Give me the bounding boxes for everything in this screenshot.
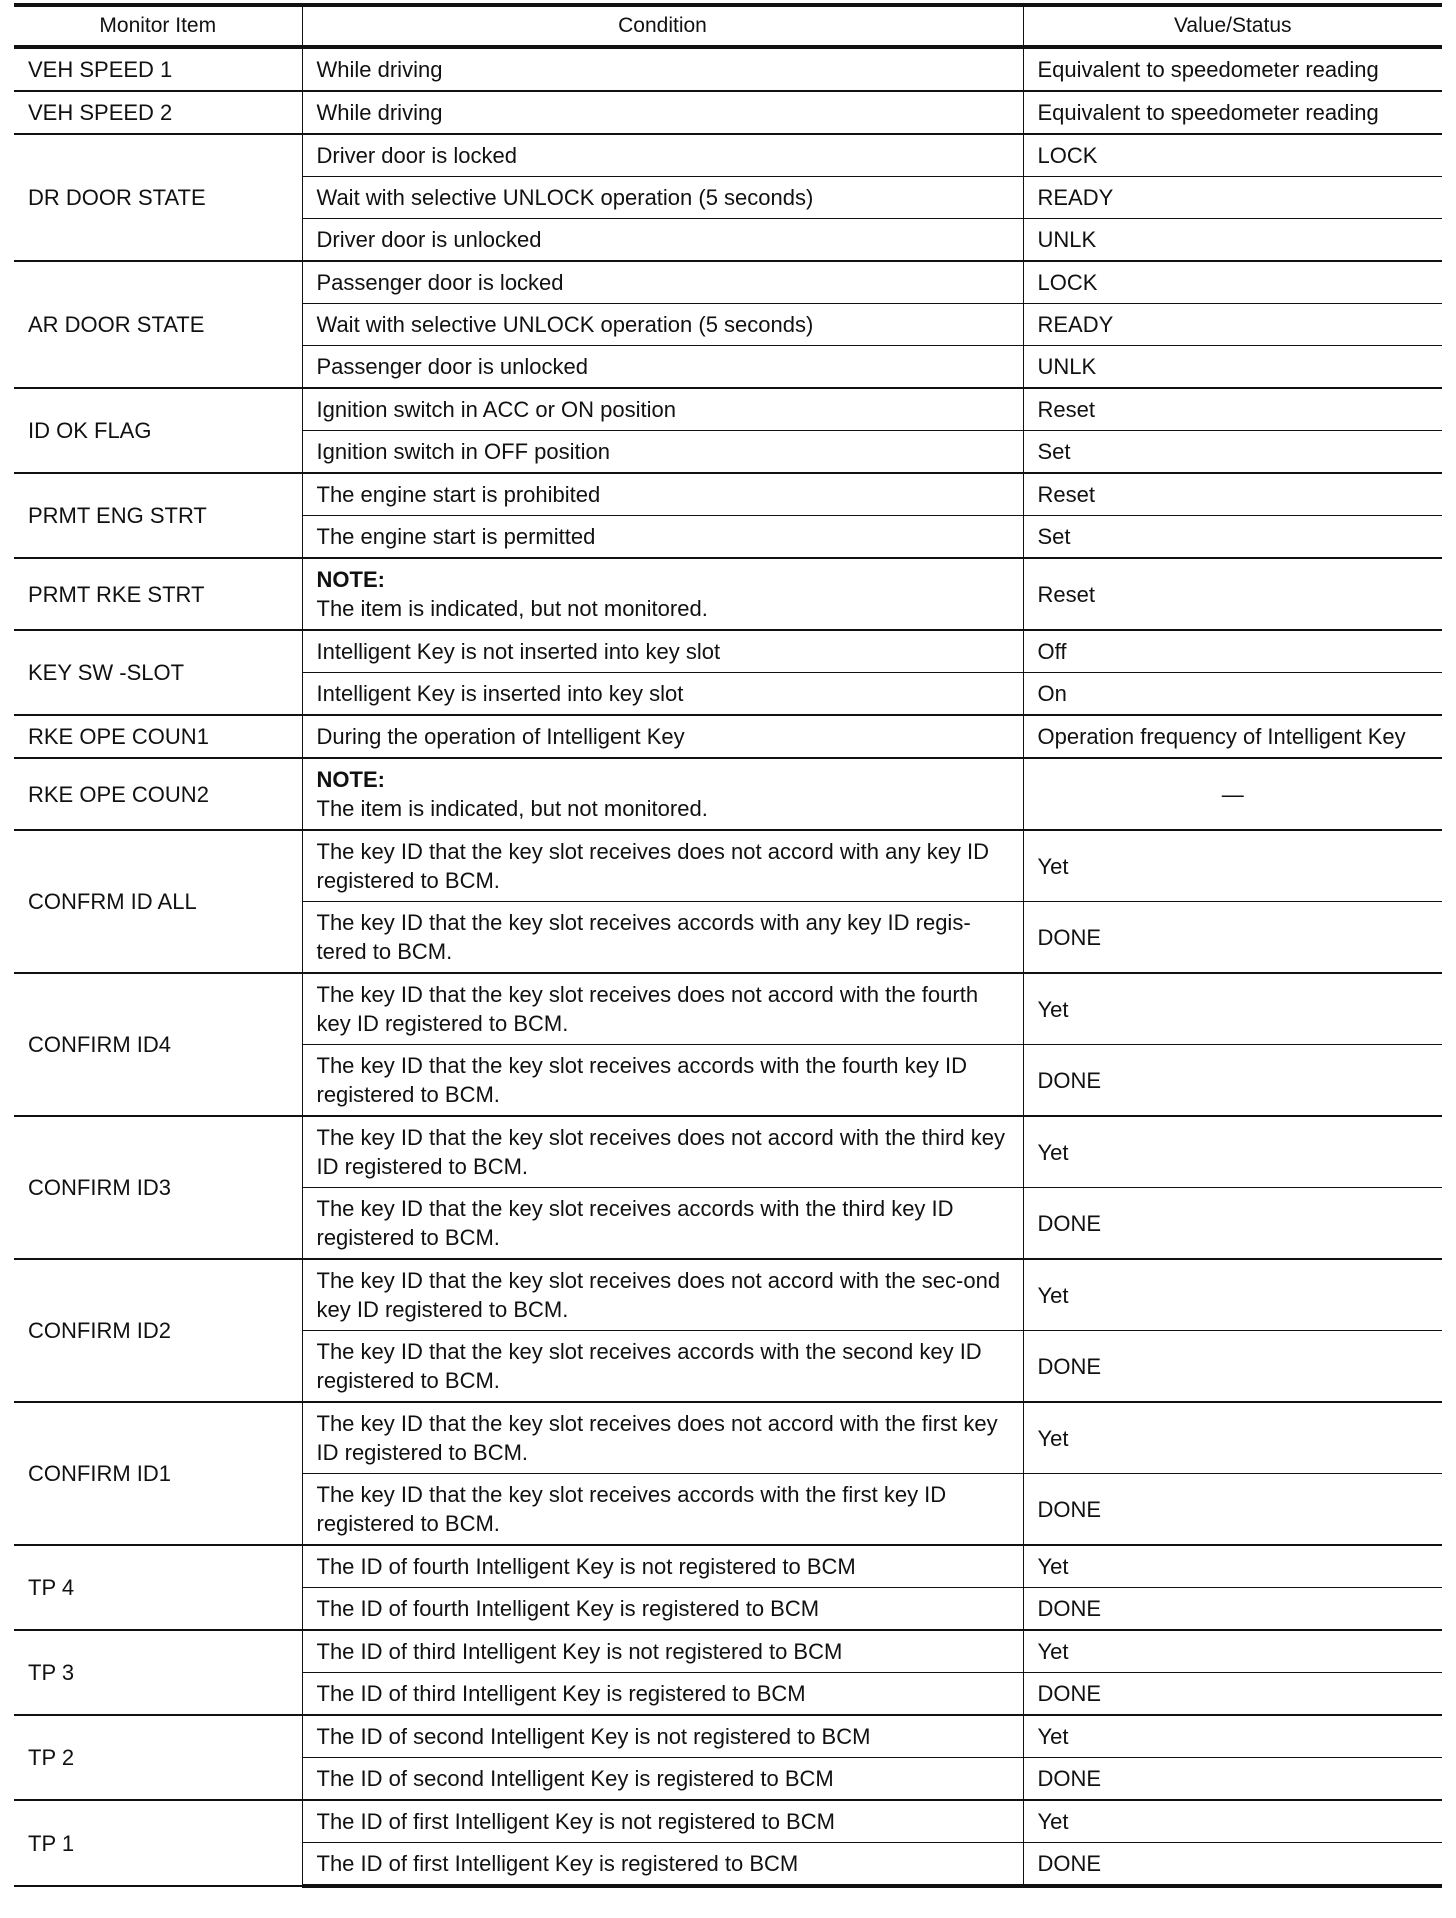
value-status-cell: DONE: [1023, 1843, 1442, 1887]
value-status-cell: DONE: [1023, 1331, 1442, 1403]
value-status-cell: Yet: [1023, 973, 1442, 1045]
monitor-item-cell: RKE OPE COUN2: [14, 758, 302, 830]
condition-cell: The key ID that the key slot receives accords with the fourth key ID registered to BCM.: [302, 1045, 1023, 1117]
value-status-cell: Reset: [1023, 388, 1442, 431]
condition-cell: Wait with selective UNLOCK operation (5 seconds): [302, 177, 1023, 219]
value-status-cell: DONE: [1023, 1474, 1442, 1546]
value-status-cell: Yet: [1023, 830, 1442, 902]
monitor-item-cell: VEH SPEED 1: [14, 47, 302, 91]
monitor-item-cell: TP 2: [14, 1715, 302, 1800]
condition-cell: The key ID that the key slot receives accords with the first key ID registered to BCM.: [302, 1474, 1023, 1546]
table-row: [14, 1402, 1442, 1474]
table-row: [14, 715, 1442, 758]
condition-cell: [302, 558, 1023, 630]
condition-cell: The ID of first Intelligent Key is registered to BCM: [302, 1843, 1023, 1887]
table-row: [14, 1259, 1442, 1331]
table-row: [14, 47, 1442, 91]
condition-cell: The ID of fourth Intelligent Key is registered to BCM: [302, 1588, 1023, 1631]
value-status-cell: LOCK: [1023, 261, 1442, 304]
value-status-cell: DONE: [1023, 1673, 1442, 1716]
condition-cell: The engine start is prohibited: [302, 473, 1023, 516]
monitor-item-cell: TP 4: [14, 1545, 302, 1630]
monitor-item-cell: AR DOOR STATE: [14, 261, 302, 388]
monitor-item-cell: TP 3: [14, 1630, 302, 1715]
table-row: [14, 134, 1442, 177]
value-status-cell: Reset: [1023, 558, 1442, 630]
value-status-cell: Yet: [1023, 1800, 1442, 1843]
value-status-cell: Set: [1023, 516, 1442, 559]
table-row: [14, 630, 1442, 673]
monitor-item-cell: DR DOOR STATE: [14, 134, 302, 261]
value-status-cell: READY: [1023, 304, 1442, 346]
monitor-item-cell: CONFRM ID ALL: [14, 830, 302, 973]
monitor-item-cell: KEY SW -SLOT: [14, 630, 302, 715]
value-status-cell: Yet: [1023, 1545, 1442, 1588]
condition-cell: Driver door is locked: [302, 134, 1023, 177]
condition-cell: The key ID that the key slot receives accords with the second key ID registered to BCM.: [302, 1331, 1023, 1403]
condition-cell: Passenger door is locked: [302, 261, 1023, 304]
table-row: [14, 1545, 1442, 1588]
value-status-cell: Off: [1023, 630, 1442, 673]
table-row: [14, 758, 1442, 830]
condition-cell: Ignition switch in OFF position: [302, 431, 1023, 474]
value-status-cell: UNLK: [1023, 219, 1442, 262]
monitor-item-cell: CONFIRM ID4: [14, 973, 302, 1116]
condition-cell: Wait with selective UNLOCK operation (5 seconds): [302, 304, 1023, 346]
table-row: [14, 1800, 1442, 1843]
monitor-item-cell: ID OK FLAG: [14, 388, 302, 473]
condition-cell: The key ID that the key slot receives accords with any key ID regis-tered to BCM.: [302, 902, 1023, 974]
condition-cell: Ignition switch in ACC or ON position: [302, 388, 1023, 431]
table-row: [14, 1116, 1442, 1188]
condition-cell: The engine start is permitted: [302, 516, 1023, 559]
monitor-table-container: [14, 3, 1442, 1888]
value-status-cell: —: [1023, 758, 1442, 830]
monitor-item-cell: CONFIRM ID3: [14, 1116, 302, 1259]
condition-cell: [302, 758, 1023, 830]
table-header: [14, 5, 1442, 47]
condition-cell: The key ID that the key slot receives does not accord with the fourth key ID registered to BCM.: [302, 973, 1023, 1045]
monitor-item-cell: TP 1: [14, 1800, 302, 1886]
value-status-cell: Yet: [1023, 1402, 1442, 1474]
condition-cell: The key ID that the key slot receives accords with the third key ID registered to BCM.: [302, 1188, 1023, 1260]
note-label: NOTE:: [316, 567, 385, 592]
condition-cell: Passenger door is unlocked: [302, 346, 1023, 389]
condition-cell: The ID of third Intelligent Key is not registered to BCM: [302, 1630, 1023, 1673]
value-status-cell: Set: [1023, 431, 1442, 474]
condition-cell: While driving: [302, 47, 1023, 91]
condition-cell: The key ID that the key slot receives does not accord with the sec-ond key ID registered to BCM.: [302, 1259, 1023, 1331]
header-value-status: Value/Status: [1023, 5, 1442, 47]
header-monitor-item: Monitor Item: [14, 5, 302, 47]
value-status-cell: Equivalent to speedometer reading: [1023, 91, 1442, 134]
table-row: [14, 261, 1442, 304]
condition-cell: The ID of fourth Intelligent Key is not registered to BCM: [302, 1545, 1023, 1588]
value-status-cell: Reset: [1023, 473, 1442, 516]
monitor-item-cell: PRMT ENG STRT: [14, 473, 302, 558]
table-row: [14, 1715, 1442, 1758]
table-row: [14, 388, 1442, 431]
table-row: [14, 558, 1442, 630]
note-label: NOTE:: [316, 767, 385, 792]
condition-cell: Driver door is unlocked: [302, 219, 1023, 262]
table-row: [14, 473, 1442, 516]
condition-cell: The ID of second Intelligent Key is registered to BCM: [302, 1758, 1023, 1801]
header-condition: Condition: [302, 5, 1023, 47]
condition-cell: Intelligent Key is not inserted into key slot: [302, 630, 1023, 673]
condition-cell: The key ID that the key slot receives does not accord with the third key ID registered to BCM.: [302, 1116, 1023, 1188]
monitor-item-cell: VEH SPEED 2: [14, 91, 302, 134]
value-status-cell: Yet: [1023, 1715, 1442, 1758]
condition-cell: While driving: [302, 91, 1023, 134]
table-row: [14, 830, 1442, 902]
value-status-cell: Yet: [1023, 1259, 1442, 1331]
condition-cell: The key ID that the key slot receives does not accord with the first key ID registered to BCM.: [302, 1402, 1023, 1474]
value-status-cell: Yet: [1023, 1630, 1442, 1673]
value-status-cell: DONE: [1023, 1758, 1442, 1801]
condition-cell: Intelligent Key is inserted into key slot: [302, 673, 1023, 716]
table-row: [14, 973, 1442, 1045]
note-text: The item is indicated, but not monitored.: [316, 796, 708, 821]
condition-cell: The ID of second Intelligent Key is not registered to BCM: [302, 1715, 1023, 1758]
value-status-cell: LOCK: [1023, 134, 1442, 177]
value-status-cell: Operation frequency of Intelligent Key: [1023, 715, 1442, 758]
table-row: [14, 1630, 1442, 1673]
condition-cell: The key ID that the key slot receives does not accord with any key ID registered to BCM.: [302, 830, 1023, 902]
monitor-item-cell: PRMT RKE STRT: [14, 558, 302, 630]
note-text: The item is indicated, but not monitored.: [316, 596, 708, 621]
value-status-cell: DONE: [1023, 1188, 1442, 1260]
value-status-cell: UNLK: [1023, 346, 1442, 389]
monitor-item-table: [14, 3, 1442, 1888]
table-row: [14, 91, 1442, 134]
value-status-cell: Equivalent to speedometer reading: [1023, 47, 1442, 91]
value-status-cell: Yet: [1023, 1116, 1442, 1188]
condition-cell: During the operation of Intelligent Key: [302, 715, 1023, 758]
monitor-item-cell: CONFIRM ID1: [14, 1402, 302, 1545]
condition-cell: The ID of first Intelligent Key is not registered to BCM: [302, 1800, 1023, 1843]
monitor-item-cell: RKE OPE COUN1: [14, 715, 302, 758]
table-body: [14, 47, 1442, 1886]
monitor-item-cell: CONFIRM ID2: [14, 1259, 302, 1402]
value-status-cell: DONE: [1023, 1045, 1442, 1117]
value-status-cell: READY: [1023, 177, 1442, 219]
value-status-cell: On: [1023, 673, 1442, 716]
condition-cell: The ID of third Intelligent Key is registered to BCM: [302, 1673, 1023, 1716]
header-row: [14, 5, 1442, 47]
value-status-cell: DONE: [1023, 902, 1442, 974]
value-status-cell: DONE: [1023, 1588, 1442, 1631]
